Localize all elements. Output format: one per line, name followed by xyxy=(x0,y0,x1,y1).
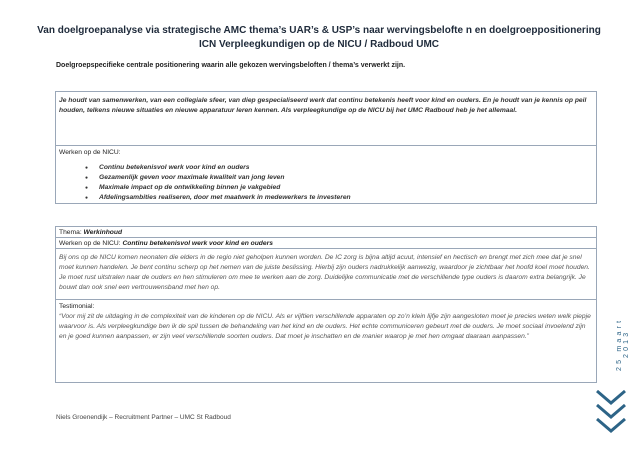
promise-item: ● Afdelingsambities realiseren, door met maatwerk in medewerkers te investeren xyxy=(99,193,593,203)
promise-item: ● Maximale impact op de ontwikkeling binnen je vakgebied xyxy=(99,183,593,193)
werken-value: Continu betekenisvol werk voor kind en ouders xyxy=(122,240,273,247)
theme-body-text: Bij ons op de NICU komen neonaten die elders in de regio niet geholpen kunnen worden. De IC zorg is bijna altijd acuut, intensief en hectisch en brengt met zich mee dat je snel moet kunnen handelen. Je bent continu scherp op het nemen van de juiste beslissing. Hierbij zijn ouders nadrukkelijk aanwezig, waardoor je zichtbaar het hoofd koel moet houden. Je moet rust uitstralen naar de ouders en hen stimuleren om mee te werken aan de zorg. Duidelijke communicatie met de verschillende type ouders is daarom extra belangrijk. Je bouwt dan ook snel een vertrouwensband met hen op. xyxy=(56,249,596,300)
side-date: 25 maart 2013 xyxy=(616,317,630,371)
werken-label: Werken op de NICU: xyxy=(59,240,121,247)
promises-list xyxy=(99,163,593,203)
werken-row xyxy=(56,238,596,249)
page-title-line1: Van doelgroepanalyse via strategische AMC thema’s UAR’s & USP’s naar wervingsbelofte n en doelgroeppositionering xyxy=(37,25,601,36)
theme-box xyxy=(55,226,597,383)
promises-heading: Werken op de NICU: xyxy=(59,149,121,156)
promise-item: ● Continu betekenisvol werk voor kind en ouders xyxy=(99,163,593,173)
thema-value: Werkinhoud xyxy=(83,229,123,236)
thema-row xyxy=(56,227,596,238)
page-title xyxy=(30,24,608,52)
footer-text: Niels Groenendijk – Recruitment Partner – UMC St Radboud xyxy=(56,414,231,421)
promises-section xyxy=(56,146,596,205)
page-subtitle: Doelgroepspecifieke centrale positionering waarin alle gekozen wervingsbeloften / thema’s verwerkt zijn. xyxy=(56,62,406,69)
chevron-logo-icon xyxy=(593,385,629,441)
positioning-intro: Je houdt van samenwerken, van een collegiale sfeer, van diep gespecialiseerd werk dat continu betekenis heeft voor kind en ouders. En je houdt van je kennis op peil houden, telkens nieuwe situaties en nieuwe apparatuur leren kennen. Als verpleegkundige op de NICU bij het UMC Radboud heb je het allemaal. xyxy=(56,92,596,146)
page-title-line2: ICN Verpleegkundigen op de NICU / Radboud UMC xyxy=(198,39,439,50)
testimonial-label: Testimonial: xyxy=(59,303,95,310)
thema-label: Thema: xyxy=(59,229,82,236)
testimonial-text: “Voor mij zit de uitdaging in de complexiteit van de kinderen op de NICU. Als er vijftien verschillende apparaten op zo’n klein lijfje zijn aangesloten moet je precies weten welk piepje waarvoor is. Als verpleegkundige ben ik de spil tussen de behandeling van het kind en de ouders. Het echte communiceren gebeurt met de ouders. Je moet sociaal invoelend zijn en je goed kunnen aanpassen, er zijn veel verschillende soorten ouders. Dat moet je inschatten en de manier waarop je met hen omgaat daaraan aanpassen.” xyxy=(59,313,591,340)
testimonial-section xyxy=(56,300,596,344)
positioning-box xyxy=(55,91,597,204)
promise-item: ● Gezamenlijk geven voor maximale kwaliteit van jong leven xyxy=(99,173,593,183)
